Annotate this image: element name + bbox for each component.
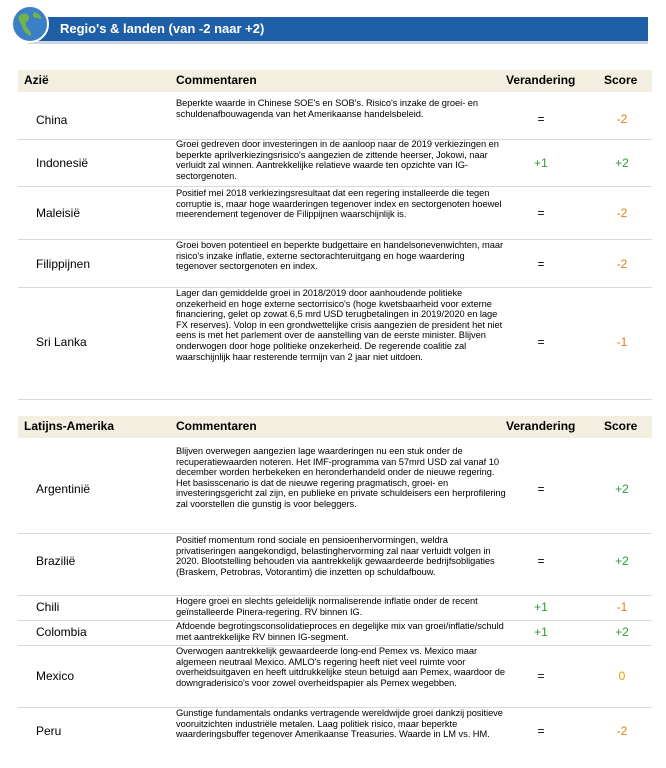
score-value: +2 [615, 554, 629, 568]
comment-text: Afdoende begrotingsconsolidatieproces en degelijke mix van groei/inflatie/schuld met aantrekkelijke RV binnen IG-segment. [176, 621, 504, 642]
comment-text: Blijven overwegen aangezien lage waarderingen nu een stuk onder de recuperatiewaarden noteren. Het IMF-programma van 57mrd USD zal vanaf 10 december worden herbekeken en heronderhandeld onder de nieuwe regering. Het basisscenario is dat de nieuwe regering pragmatisch, groei- en investeringsgericht zal zijn, en publieke en private schuldeisers een herprofilering zal voorstellen die gunstig is voor beleggers. [176, 446, 506, 509]
column-header-comments: Commentaren [176, 73, 257, 87]
column-header-change: Verandering [506, 73, 576, 87]
score-value: -2 [616, 257, 628, 271]
comment-text: Groei boven potentieel en beperkte budgettaire en handelsonevenwichten, maar risico's inzake inflatie, externe sectorachteruitgang en hoge waardering tegenover sectorgenoten en index. [176, 240, 503, 272]
region-label: Latijns-Amerika [24, 419, 115, 433]
column-header-comments: Commentaren [176, 419, 257, 433]
change-value: = [537, 482, 545, 496]
score-value: -2 [616, 206, 628, 220]
table-row [18, 595, 652, 621]
change-value: = [537, 335, 545, 349]
change-value: = [537, 206, 545, 220]
score-value: -2 [616, 112, 628, 126]
country-name: China [36, 113, 68, 127]
column-header-score: Score [604, 73, 638, 87]
score-value: 0 [618, 669, 626, 683]
country-name: Chili [36, 600, 60, 614]
score-value: +2 [615, 156, 629, 170]
change-value: +1 [534, 156, 548, 170]
table-row [18, 239, 652, 288]
comment-text: Positief momentum rond sociale en pensioenhervormingen, weldra privatiseringen aangekondigd, belastinghervorming zal naar verluidt volgen in 2020. Blootstelling behouden via aantrekkelijk gewaardeerde bedrijfsobligaties (Braskem, Petrobras, Votorantim) die inzetten op schuldafbouw. [176, 535, 495, 577]
comment-text: Positief mei 2018 verkiezingsresultaat dat een regering installeerde die tegen corruptie is, maar hoge waarderingen tegenover index en sectorgenoten hoewel meerendement tegenover de Filippijnen waarschijnlijk is. [176, 188, 502, 220]
table-row [18, 533, 652, 596]
country-name: Brazilië [36, 554, 76, 568]
region-label: Azië [24, 73, 49, 87]
change-value: = [537, 112, 545, 126]
country-name: Colombia [36, 625, 87, 639]
section-header-latijns-amerika [18, 416, 652, 438]
change-value: = [537, 669, 545, 683]
globe-icon [10, 4, 50, 44]
table-row [18, 645, 652, 708]
change-value: +1 [534, 600, 548, 614]
country-name: Indonesië [36, 156, 89, 170]
column-header-score: Score [604, 419, 638, 433]
score-value: +2 [615, 625, 629, 639]
country-name: Maleisië [36, 206, 81, 220]
comment-text: Gunstige fundamentals ondanks vertragende wereldwijde groei dankzij positieve vooruitzichten industriële metalen. Laag politiek risico, maar beperkte waarderingsbuffer tegenover Amerikaanse Treasuries. Waarde in LM vs. HM. [176, 708, 503, 740]
score-value: -1 [616, 335, 628, 349]
change-value: +1 [534, 625, 548, 639]
score-value: -2 [616, 724, 628, 738]
section-header-azie [18, 70, 652, 92]
page-header [28, 17, 648, 44]
table-row [18, 707, 652, 759]
comment-text: Groei gedreven door investeringen in de aanloop naar de 2019 verkiezingen en beperkte aprilverkiezingsrisico's aangezien de zittende heerser, Jokowi, naar verluidt zal winnen. Aantrekkelijke relatieve waarde ten opzichte van IG-sectorgenoten. [176, 139, 499, 181]
country-name: Mexico [36, 669, 75, 683]
table-row [18, 620, 652, 646]
table-row [18, 287, 652, 400]
table-row [18, 139, 652, 187]
page-title: Regio's & landen (van -2 naar +2) [60, 21, 265, 36]
country-name: Peru [36, 724, 62, 738]
comment-text: Hogere groei en slechts geleidelijk normaliserende inflatie onder de recent geïnstalleerde Pinera-regering. RV binnen IG. [176, 596, 478, 617]
change-value: = [537, 724, 545, 738]
change-value: = [537, 554, 545, 568]
country-name: Filippijnen [36, 257, 91, 271]
score-value: +2 [615, 482, 629, 496]
table-row [18, 186, 652, 240]
table-row [18, 96, 652, 140]
score-value: -1 [616, 600, 628, 614]
country-name: Sri Lanka [36, 335, 87, 349]
comment-text: Lager dan gemiddelde groei in 2018/2019 door aanhoudende politieke onzekerheid en hoge externe sectorrisico's (hoge kwetsbaarheid voor externe financiering, gelet op zowat 6,5 mrd USD terugbetalingen in 2019/2020 en lage FX reserves). Volop in een grondwettelijke crisis aangezien de president het niet eens is met het parlement over de aanstelling van de eerste minister. Blijven onderwogen door hoge politieke onzekerheid. De regerende coalitie zal waarschijnlijk haar resterende termijn van 2 jaar niet uitdoen. [176, 288, 503, 362]
country-name: Argentinië [36, 482, 91, 496]
comment-text: Beperkte waarde in Chinese SOE's en SOB's. Risico's inzake de groei- en schuldenafbouwagenda van het Amerikaanse handelsbeleid. [176, 98, 479, 119]
table-row [18, 443, 652, 534]
column-header-change: Verandering [506, 419, 576, 433]
comment-text: Overwogen aantrekkelijk gewaardeerde long-end Pemex vs. Mexico maar algemeen neutraal Mexico. AMLO's regering heeft niet veel ruimte voor overheidsuitgaven en heeft uitdrukkelijke steun betuigd aan Pemex, waardoor de downgraderisico's voor zowel overheidspapier als Pemex wegebben. [176, 646, 505, 688]
change-value: = [537, 257, 545, 271]
